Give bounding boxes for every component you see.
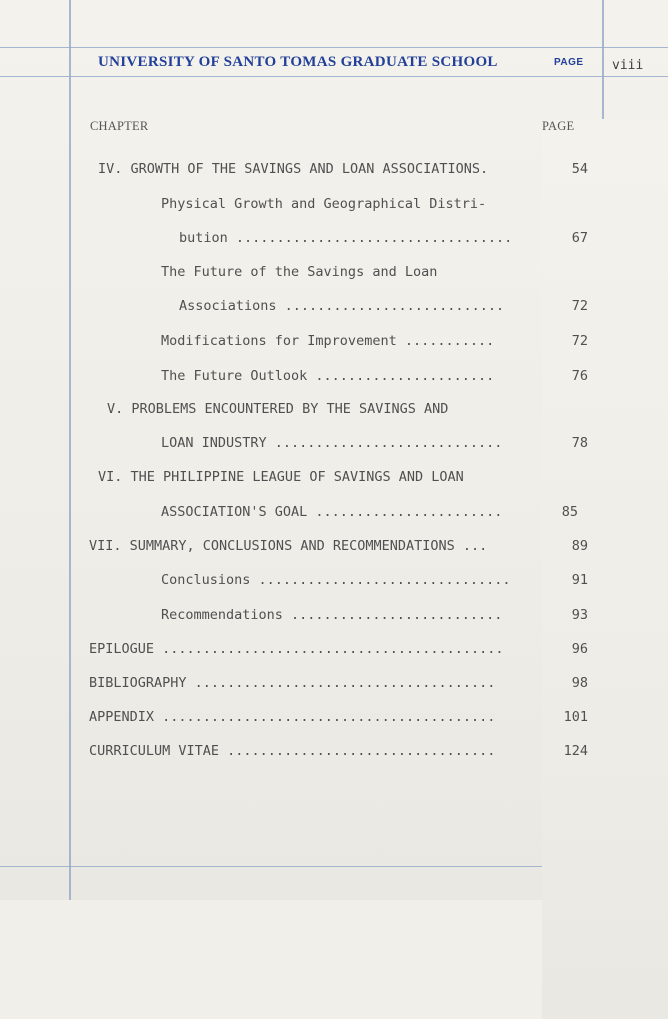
toc-entry-text: LOAN INDUSTRY ............................ <box>161 435 503 451</box>
toc-entry-text: EPILOGUE .......................................... <box>89 641 504 657</box>
toc-entry-text: Associations ........................... <box>179 298 505 314</box>
toc-entry-page: 98 <box>571 675 588 691</box>
toc-entry-page: 85 <box>561 504 578 520</box>
toc-entry-text: BIBLIOGRAPHY ..................................... <box>89 675 496 691</box>
page-number: viii <box>612 58 644 73</box>
toc-entry-text: The Future of the Savings and Loan <box>161 264 438 280</box>
toc-entry-page: 67 <box>571 230 588 246</box>
header-title: UNIVERSITY OF SANTO TOMAS GRADUATE SCHOOL <box>98 54 498 70</box>
toc-entry-text: Conclusions ............................... <box>161 572 511 588</box>
toc-entry-text: IV. GROWTH OF THE SAVINGS AND LOAN ASSOCIATIONS. <box>98 161 489 177</box>
toc-entry-page: 78 <box>571 435 588 451</box>
toc-entry-text: VII. SUMMARY, CONCLUSIONS AND RECOMMENDATIONS ... <box>89 538 488 554</box>
page-column-heading: PAGE <box>542 119 668 1019</box>
toc-entry-text: Modifications for Improvement ........... <box>161 333 495 349</box>
toc-entry-page: 54 <box>571 161 588 177</box>
toc-entry-page: 72 <box>571 298 588 314</box>
chapter-column-heading: CHAPTER <box>90 119 149 133</box>
toc-entry-text: bution .................................. <box>179 230 513 246</box>
toc-entry-text: ASSOCIATION'S GOAL ....................... <box>161 504 503 520</box>
toc-entry-text: APPENDIX ......................................... <box>89 709 496 725</box>
header-page-label: PAGE <box>554 57 584 68</box>
toc-entry-text: VI. THE PHILIPPINE LEAGUE OF SAVINGS AND LOAN <box>98 469 464 485</box>
toc-entry-page: 96 <box>571 641 588 657</box>
toc-entry-text: V. PROBLEMS ENCOUNTERED BY THE SAVINGS AND <box>107 401 449 417</box>
toc-entry-page: 124 <box>563 743 588 759</box>
toc-entry-page: 89 <box>571 538 588 554</box>
toc-entry-page: 93 <box>571 607 588 623</box>
toc-entry-text: Physical Growth and Geographical Distri- <box>161 196 487 212</box>
toc-entry-page: 101 <box>563 709 588 725</box>
toc-entry-page: 91 <box>571 572 588 588</box>
toc-entry-page: 72 <box>571 333 588 349</box>
toc-entry-text: CURRICULUM VITAE ................................. <box>89 743 496 759</box>
toc-entry-page: 76 <box>571 368 588 384</box>
toc-entry-text: The Future Outlook ...................... <box>161 368 495 384</box>
toc-entry-text: Recommendations .......................... <box>161 607 503 623</box>
